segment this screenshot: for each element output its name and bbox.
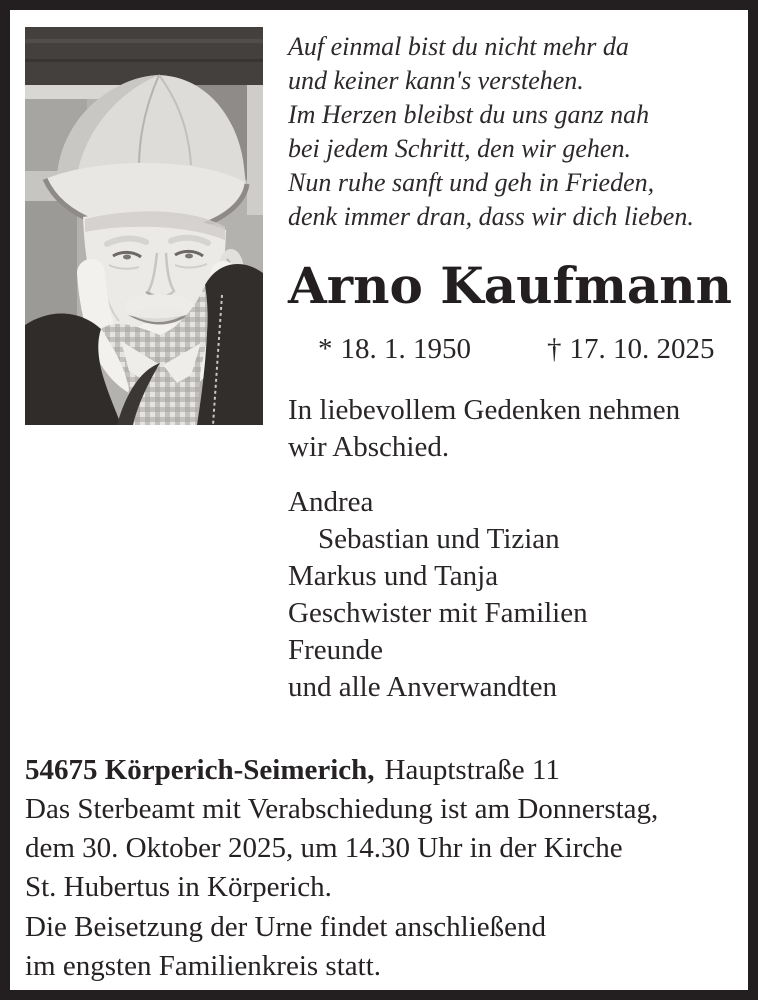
poem-line: Nun ruhe sanft und geh in Frieden, (288, 168, 655, 197)
mourners-list (288, 484, 748, 706)
memorial-poem (288, 30, 748, 234)
funeral-detail-line: dem 30. Oktober 2025, um 14.30 Uhr in der Kirche (25, 832, 623, 864)
poem-line: bei jedem Schritt, den wir gehen. (288, 134, 631, 163)
urn-detail-line: im engsten Familienkreis statt. (25, 950, 382, 982)
address-city: 54675 Körperich-Seimerich, (25, 754, 375, 786)
service-information (25, 751, 747, 986)
mourner-name: Freunde (288, 633, 384, 666)
poem-line: und keiner kann's verstehen. (288, 66, 584, 95)
mourner-name: Andrea (288, 485, 374, 518)
funeral-detail-line: St. Hubertus in Körperich. (25, 871, 332, 903)
birth-star-symbol: * (318, 332, 333, 365)
address-street: Hauptstraße 11 (384, 754, 560, 786)
farewell-intro-line: wir Abschied. (288, 430, 450, 463)
farewell-intro-line: In liebevollem Gedenken nehmen (288, 393, 681, 426)
death-date-value: 17. 10. 2025 (569, 332, 715, 365)
death-date (547, 333, 715, 366)
birth-date (318, 333, 471, 366)
portrait-photo (25, 27, 263, 425)
mourner-name: und alle Anverwandten (288, 670, 557, 703)
poem-line: denk immer dran, dass wir dich lieben. (288, 202, 694, 231)
notice-body (288, 30, 748, 706)
mourner-name: Markus und Tanja (288, 559, 499, 592)
death-cross-symbol: † (547, 332, 562, 365)
urn-burial-details (25, 908, 747, 986)
deceased-name: Arno Kaufmann (288, 256, 732, 315)
mourner-name: Sebastian und Tizian (318, 522, 560, 555)
funeral-details (25, 790, 747, 907)
portrait-photo-illustration (25, 27, 263, 425)
poem-line: Im Herzen bleibst du uns ganz nah (288, 100, 650, 129)
life-dates (288, 333, 748, 366)
funeral-detail-line: Das Sterbeamt mit Verabschiedung ist am Donnerstag, (25, 793, 659, 825)
poem-line: Auf einmal bist du nicht mehr da (288, 32, 629, 61)
farewell-intro (288, 392, 748, 466)
birth-date-value: 18. 1. 1950 (340, 332, 471, 365)
urn-detail-line: Die Beisetzung der Urne findet anschließend (25, 911, 547, 943)
address-line (25, 751, 747, 790)
mourner-name: Geschwister mit Familien (288, 596, 588, 629)
